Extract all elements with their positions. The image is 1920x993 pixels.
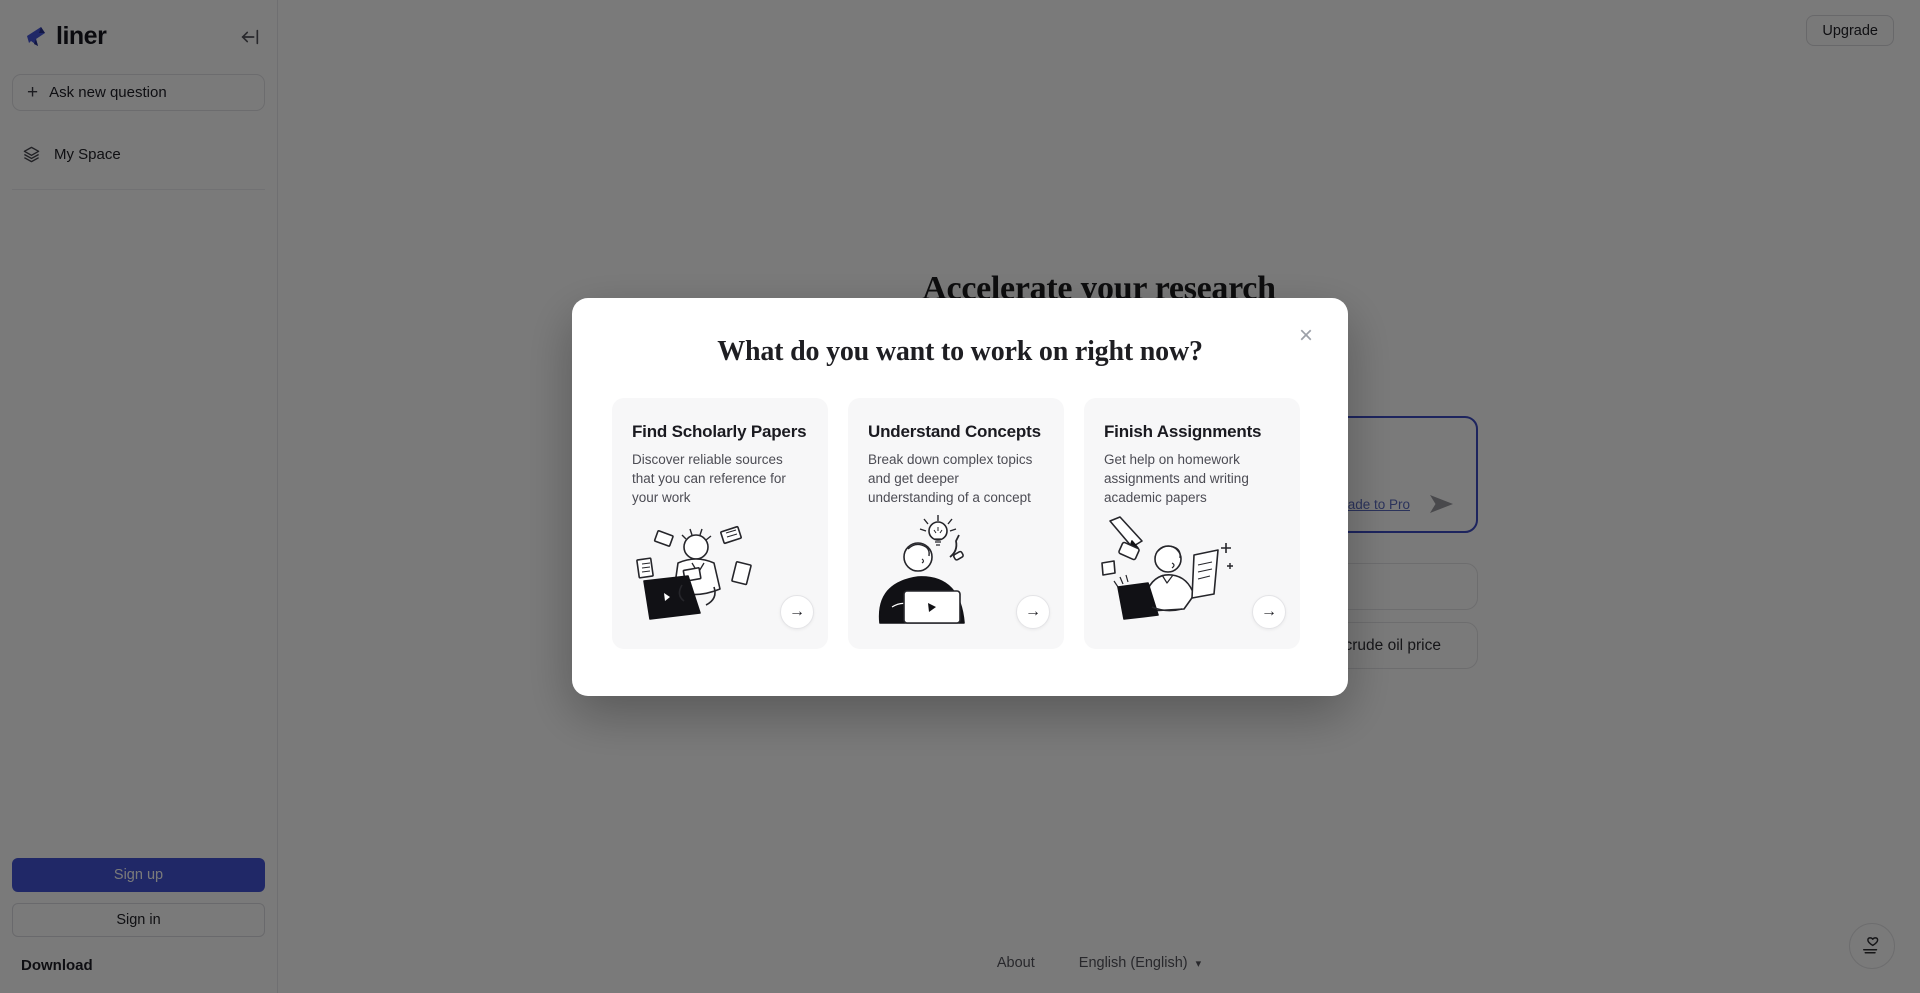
card-title: Finish Assignments [1104,422,1262,441]
arrow-right-icon: → [789,603,805,620]
card-title: Understand Concepts [868,422,1041,441]
arrow-right-icon: → [1025,603,1041,620]
card-description: Discover reliable sources that you can reference for your work [632,452,786,505]
modal-cards [612,398,1308,649]
card-description: Get help on homework assignments and writing academic papers [1104,452,1249,505]
arrow-right-icon: → [1261,603,1277,620]
card-understand-concepts[interactable] [848,398,1064,649]
assignments-illustration [1098,515,1242,627]
card-description: Break down complex topics and get deeper understanding of a concept [868,452,1033,505]
onboarding-modal [572,298,1348,696]
card-arrow-button[interactable] [1252,595,1286,629]
card-title: Find Scholarly Papers [632,422,807,441]
card-finish-assignments[interactable] [1084,398,1300,649]
scholarly-papers-illustration [626,515,770,627]
close-icon[interactable]: × [1298,322,1313,349]
card-find-scholarly-papers[interactable] [612,398,828,649]
concepts-illustration [862,515,1006,627]
modal-title: What do you want to work on right now? [717,336,1203,367]
card-arrow-button[interactable] [1016,595,1050,629]
card-arrow-button[interactable] [780,595,814,629]
